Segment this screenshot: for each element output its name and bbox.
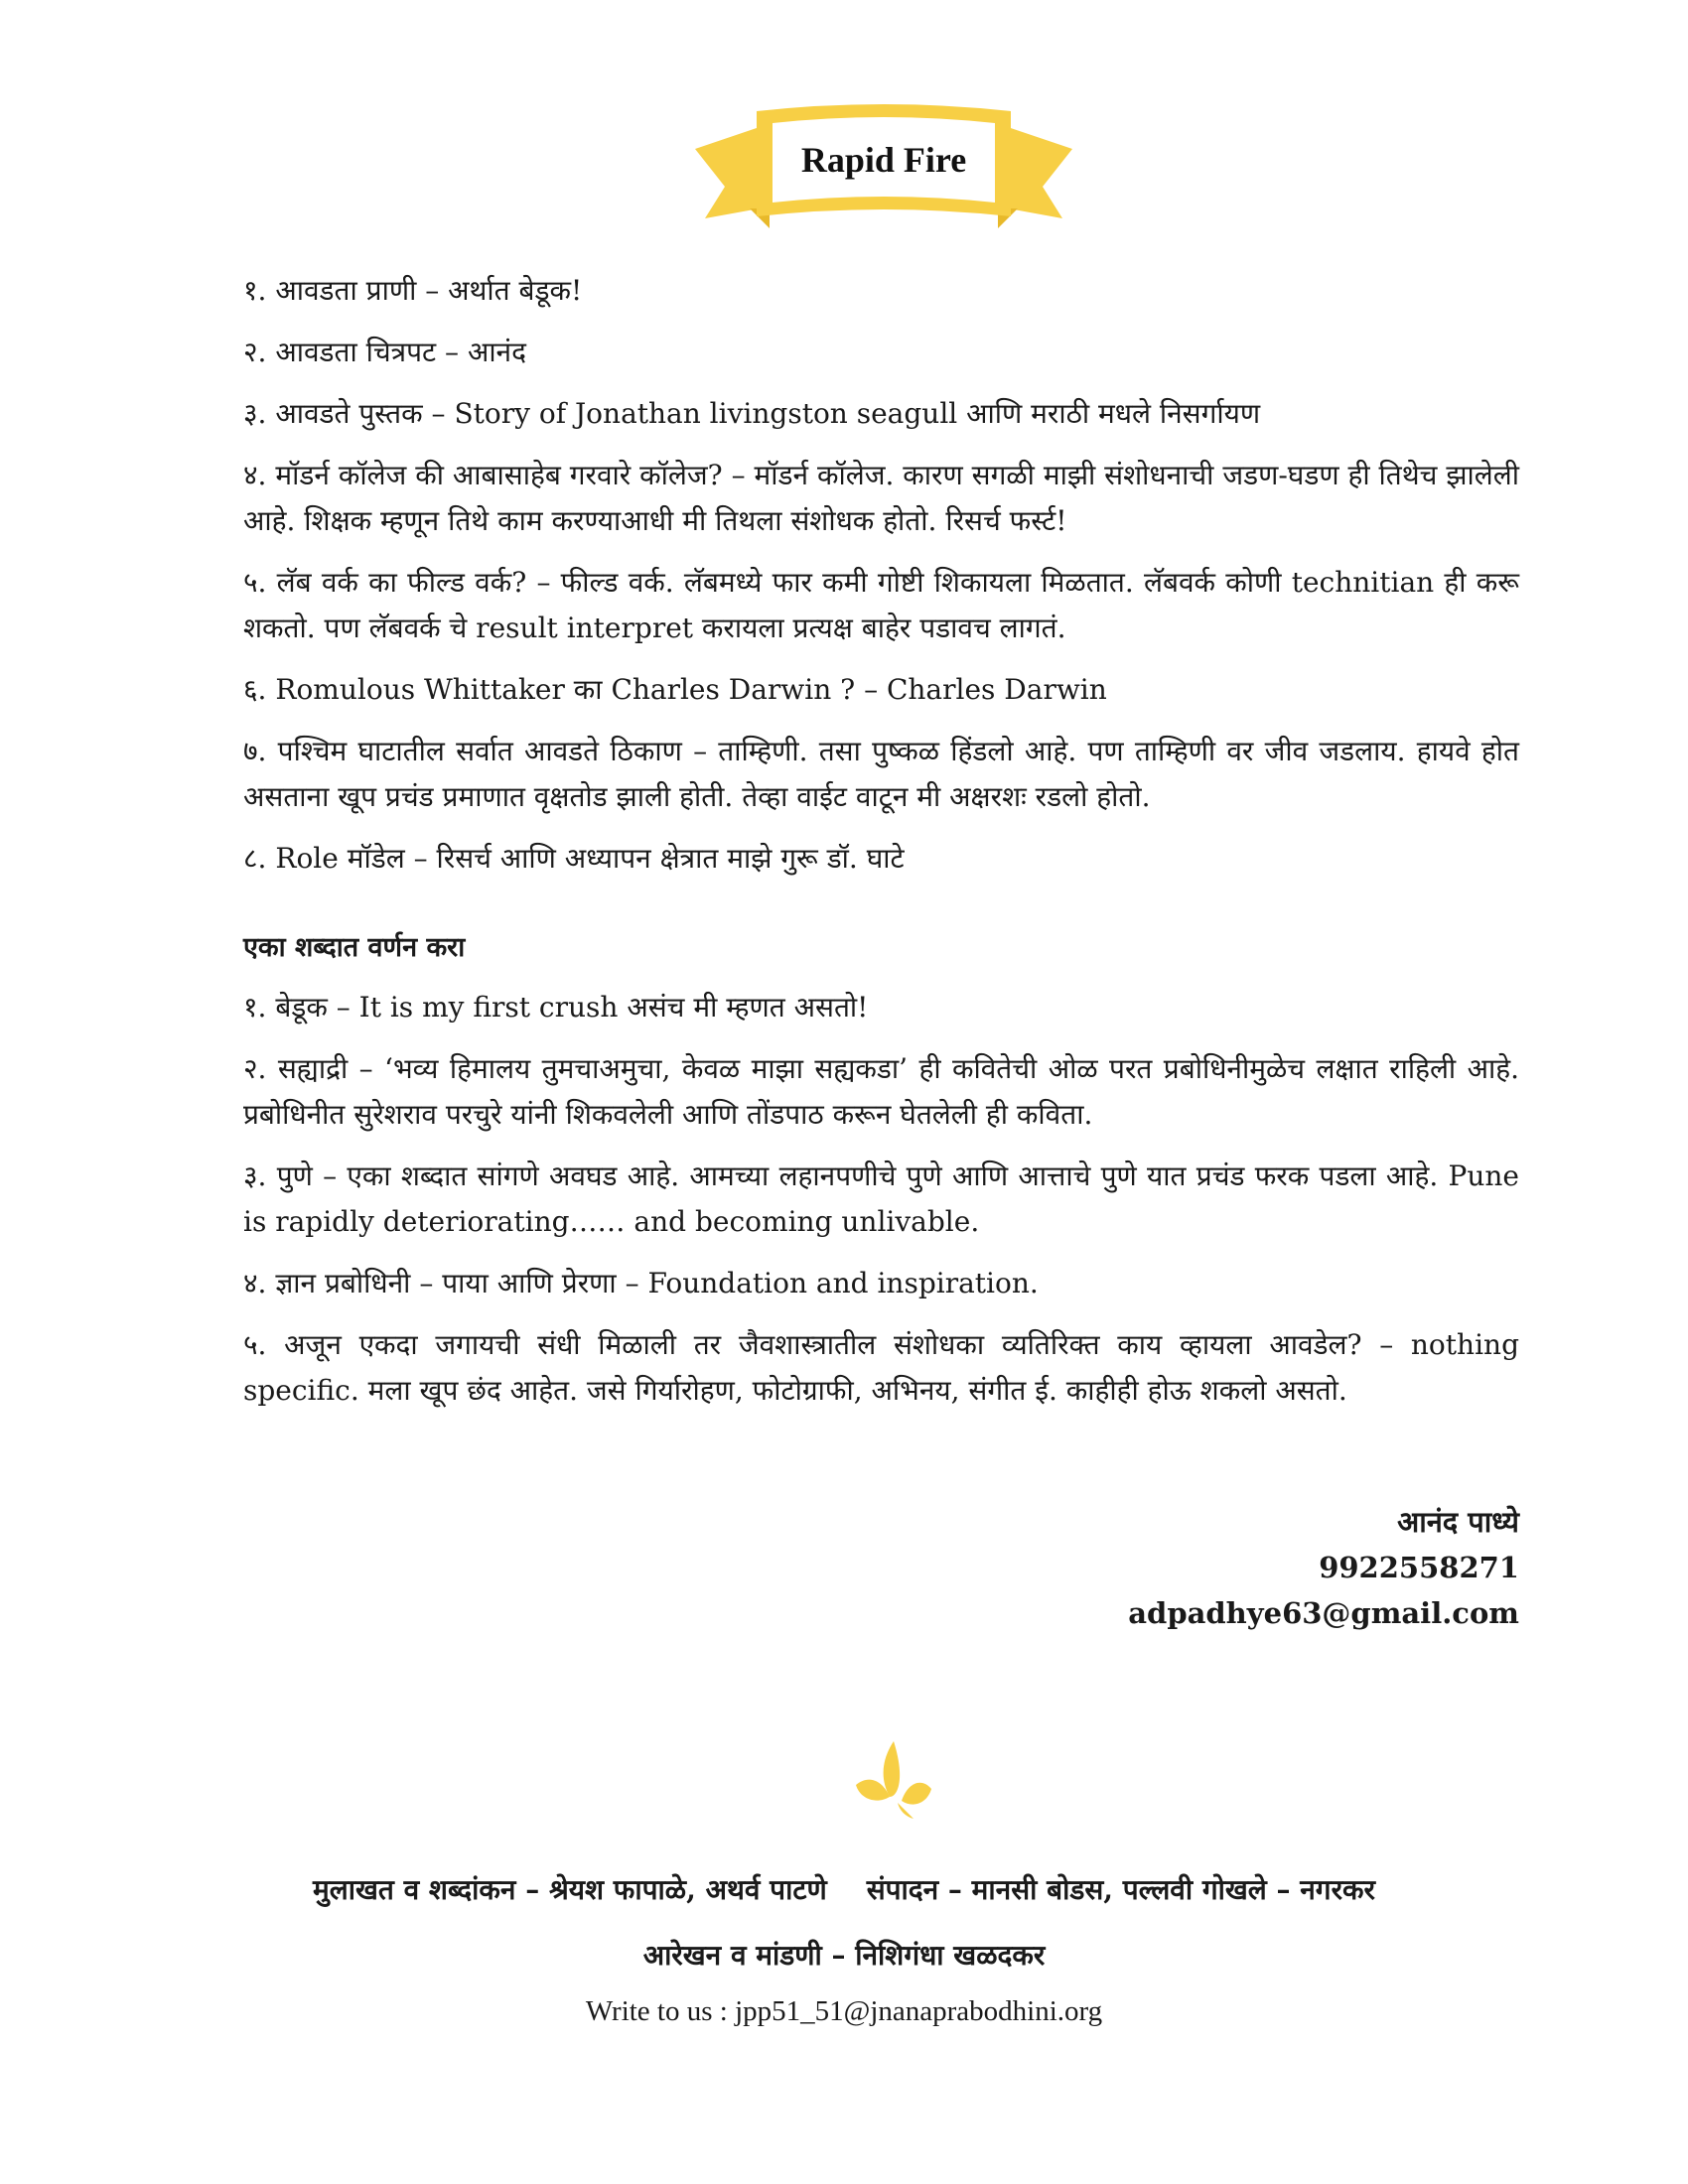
editing-credit: संपादन – मानसी बोडस, पल्लवी गोखले – नगरकर [866, 1873, 1375, 1906]
author-email: adpadhye63@gmail.com [1128, 1596, 1519, 1630]
one-word-item: १. बेडूक – It is my first crush असंच मी म्हणत असतो! [243, 991, 869, 1024]
rapid-fire-item: ८. Role मॉडेल – रिसर्च आणि अध्यापन क्षेत्रात माझे गुरू डॉ. घाटे [243, 842, 905, 875]
one-word-item: ३. पुणे – एका शब्दात सांगणे अवघड आहे. आमच्या लहानपणीचे पुणे आणि आत्ताचे पुणे यात प्रचंड फरक पडला आहे. Pune is rapidly deteriorating…… and becoming unlivable. [243, 1160, 1519, 1238]
rapid-fire-item: ३. आवडते पुस्तक – Story of Jonathan livingston seagull आणि मराठी मधले निसर्गायण [243, 397, 1261, 430]
one-word-item: ५. अजून एकदा जगायची संधी मिळाली तर जैवशास्त्रातील संशोधका व्यतिरिक्त काय व्हायला आवडेल? – nothing specific. मला खूप छंद आहेत. जसे गिर्यारोहण, फोटोग्राफी, अभिनय, संगीत ई. काहीही होऊ शकलो असतो. [243, 1328, 1519, 1407]
rapid-fire-item: ७. पश्चिम घाटातील सर्वात आवडते ठिकाण – ताम्हिणी. तसा पुष्कळ हिंडलो आहे. पण ताम्हिणी वर जीव जडलाय. हायवे होत असताना खूप प्रचंड प्रमाणात वृक्षतोड झाली होती. तेव्हा वाईट वाटून मी अक्षरशः रडलो होतो. [243, 735, 1519, 813]
design-credit: आरेखन व मांडणी – निशिगंधा खळदकर [642, 1939, 1046, 1972]
rapid-fire-item: ५. लॅब वर्क का फील्ड वर्क? – फील्ड वर्क. लॅबमध्ये फार कमी गोष्टी शिकायला मिळतात. लॅबवर्क कोणी technitian ही करू शकतो. पण लॅबवर्क चे result interpret करायला प्रत्यक्ष बाहेर पडावच लागतं. [243, 566, 1519, 644]
section-heading: एका शब्दात वर्णन करा [243, 932, 466, 963]
author-signature [1128, 1499, 1519, 1636]
rapid-fire-item: ४. मॉडर्न कॉलेज की आबासाहेब गरवारे कॉलेज? – मॉडर्न कॉलेज. कारण सगळी माझी संशोधनाची जडण-घडण ही तिथेच झालेली आहे. शिक्षक म्हणून तिथे काम करण्याआधी मी तिथला संशोधक होतो. रिसर्च फर्स्ट! [243, 459, 1519, 537]
rapid-fire-item: २. आवडता चित्रपट – आनंद [243, 336, 526, 368]
page-title: Rapid Fire [800, 140, 967, 180]
author-name: आनंद पाध्ये [1397, 1505, 1519, 1539]
one-word-item: २. सह्याद्री – ‘भव्य हिमालय तुमचाअमुचा, केवळ माझा सह्यकडा’ ही कवितेची ओळ परत प्रबोधिनीमुळेच लक्षात राहिली आहे. प्रबोधिनीत सुरेशराव परचुरे यांनी शिकवलेली आणि तोंडपाठ करून घेतलेली ही कविता. [243, 1052, 1519, 1131]
rapid-fire-item: १. आवडता प्राणी – अर्थात बेडूक! [243, 274, 583, 307]
interview-credit: मुलाखत व शब्दांकन – श्रेयश फापाळे, अथर्व पाटणे [313, 1873, 827, 1906]
contact-line: Write to us : jpp51_51@jnanaprabodhini.org [585, 1995, 1103, 2027]
author-phone: 9922558271 [1319, 1551, 1519, 1584]
drop-ornament-icon [852, 1739, 935, 1819]
credits-line [0, 1870, 1688, 1908]
one-word-item: ४. ज्ञान प्रबोधिनी – पाया आणि प्रेरणा – Foundation and inspiration. [243, 1267, 1039, 1299]
header-ribbon [695, 99, 1072, 243]
article-body [243, 268, 1519, 1430]
rapid-fire-item: ६. Romulous Whittaker का Charles Darwin ? – Charles Darwin [243, 673, 1107, 706]
